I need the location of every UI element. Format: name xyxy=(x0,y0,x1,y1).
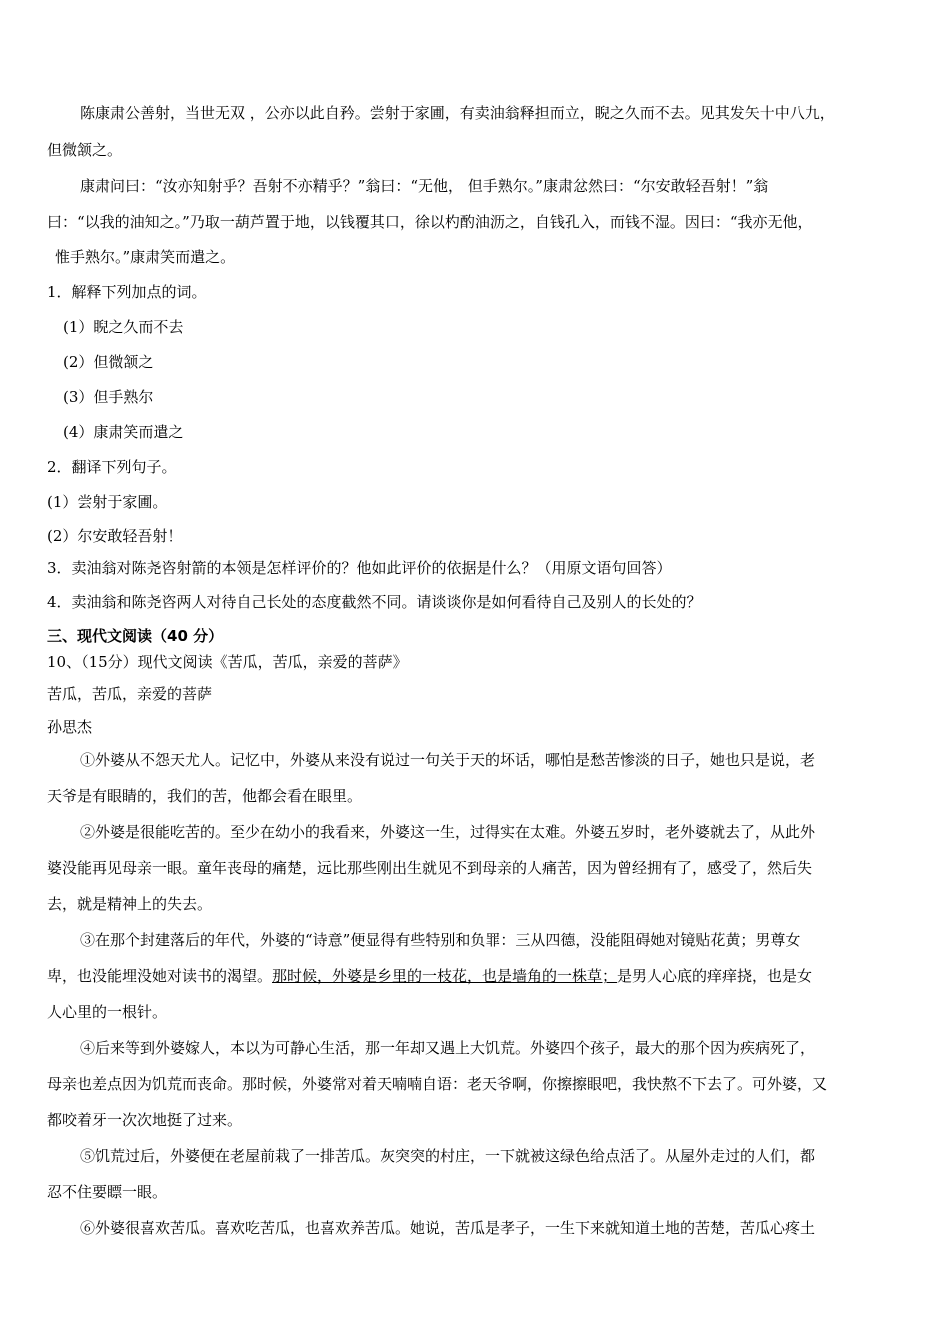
article-line xyxy=(47,966,812,986)
article-line: ④后来等到外婆嫁人，本以为可静心生活，那一年却又遇上大饥荒。外婆四个孩子，最大的那个因为疾病死了， xyxy=(80,1039,816,1057)
article-line: 天爷是有眼睛的，我们的苦，他都会看在眼里。 xyxy=(47,787,363,805)
article-line: 都咬着牙一次次地挺了过来。 xyxy=(47,1111,243,1129)
article-title: 苦瓜，苦瓜，亲爱的菩萨 xyxy=(47,685,213,703)
question-3: 3．卖油翁对陈尧咨射箭的本领是怎样评价的？他如此评价的依据是什么？（用原文语句回答） xyxy=(47,559,672,577)
passage-line: 曰：“以我的油知之。”乃取一葫芦置于地，以钱覆其口，徐以杓酌油沥之，自钱孔入，而钱不湿。因曰：“我亦无他， xyxy=(47,213,813,231)
question-2-item: (1）尝射于家圃。 xyxy=(47,493,168,511)
question-1-item: (1）睨之久而不去 xyxy=(63,318,184,336)
article-line: ⑥外婆很喜欢苦瓜。喜欢吃苦瓜，也喜欢养苦瓜。她说，苦瓜是孝子，一生下来就知道土地的苦楚，苦瓜心疼土 xyxy=(80,1219,816,1237)
article-line: ②外婆是很能吃苦的。至少在幼小的我看来，外婆这一生，过得实在太难。外婆五岁时，老外婆就去了，从此外 xyxy=(80,823,816,841)
article-line: 忍不住要瞟一眼。 xyxy=(47,1183,168,1201)
article-line: 人心里的一根针。 xyxy=(47,1003,168,1021)
article-line: ⑤饥荒过后，外婆便在老屋前栽了一排苦瓜。灰突突的村庄，一下就被这绿色给点活了。从屋外走过的人们，都 xyxy=(80,1147,816,1165)
passage-line: 陈康肃公善射，当世无双 ，公亦以此自矜。尝射于家圃，有卖油翁释担而立，睨之久而不去。见其发矢十中八九， xyxy=(80,104,835,122)
article-line: ①外婆从不怨天尤人。记忆中，外婆从来没有说过一句关于天的坏话，哪怕是愁苦惨淡的日子，她也只是说，老 xyxy=(80,751,816,769)
question-1: 1．解释下列加点的词。 xyxy=(47,283,207,301)
question-1-item: (2）但微颔之 xyxy=(63,353,154,371)
question-2: 2．翻译下列句子。 xyxy=(47,458,177,476)
question-1-item: (3）但手熟尔 xyxy=(63,388,154,406)
article-line: ③在那个封建落后的年代，外婆的“诗意”便显得有些特别和负罪：三从四德，没能阻碍她对镜贴花黄；男尊女 xyxy=(80,931,801,949)
question-1-item: (4）康肃笑而遣之 xyxy=(63,423,184,441)
question-2-item: (2）尔安敢轻吾射！ xyxy=(47,527,183,545)
article-line: 母亲也差点因为饥荒而丧命。那时候，外婆常对着天喃喃自语：老天爷啊，你擦擦眼吧，我快熬不下去了。可外婆，又 xyxy=(47,1075,828,1093)
article-author: 孙思杰 xyxy=(47,718,93,736)
passage-line: 但微颔之。 xyxy=(47,141,123,159)
article-line: 去，就是精神上的失去。 xyxy=(47,895,213,913)
section-heading: 三、现代文阅读（40 分） xyxy=(47,627,224,645)
text-run: 卑，也没能埋没她对读书的渴望。 xyxy=(47,967,273,985)
passage-line: 惟手熟尔。”康肃笑而遣之。 xyxy=(55,248,236,266)
underlined-sentence: 那时候，外婆是乡里的一枝花，也是墙角的一株草； xyxy=(272,967,618,985)
question-4: 4．卖油翁和陈尧咨两人对待自己长处的态度截然不同。请谈谈你是如何看待自己及别人的长处的？ xyxy=(47,593,702,611)
question-10: 10、（15分）现代文阅读《苦瓜，苦瓜，亲爱的菩萨》 xyxy=(47,653,408,671)
text-run: 是男人心底的痒痒挠，也是女 xyxy=(617,967,813,985)
passage-line: 康肃问曰：“汝亦知射乎？吾射不亦精乎？”翁曰：“无他， 但手熟尔。”康肃忿然曰：“尔安敢轻吾射！”翁 xyxy=(80,177,769,195)
article-line: 婆没能再见母亲一眼。童年丧母的痛楚，远比那些刚出生就见不到母亲的人痛苦，因为曾经拥有了，感受了，然后失 xyxy=(47,859,813,877)
